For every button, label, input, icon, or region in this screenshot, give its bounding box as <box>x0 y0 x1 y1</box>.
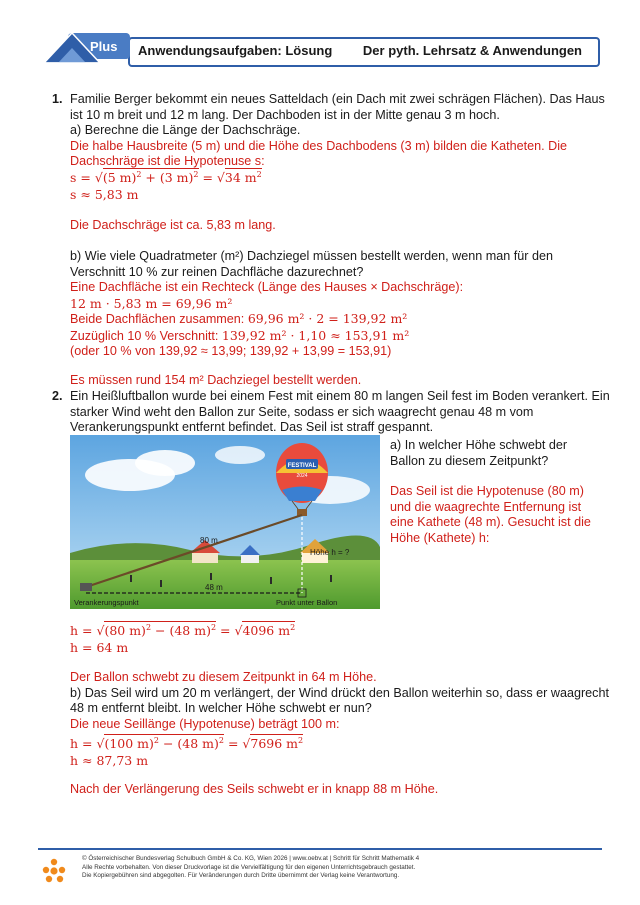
text-line: Familie Berger bekommt ein neues Satteldach (ein Dach mit zwei schrägen Flächen). Das Haus <box>70 92 605 106</box>
question-a: Ballon zu diesem Zeitpunkt? <box>390 453 549 468</box>
height-label: Höhe h = ? <box>310 548 350 557</box>
footer-line: Alle Rechte vorbehalten. Von dieser Druckvorlage ist die Vervielfältigung für den eigenen Unterrichtsgebrauch gestattet. <box>82 863 416 871</box>
question-a: a) In welcher Höhe schwebt der <box>390 438 568 452</box>
equation-h2-result: h ≈ 87,73 m <box>70 753 149 768</box>
answer-b: Nach der Verlängerung des Seils schwebt er in knapp 88 m Höhe. <box>70 782 439 796</box>
text-line: b) Das Seil wird um 20 m verlängert, der Wind drückt den Ballon weiterhin so, dass er waagrecht <box>70 685 609 700</box>
solution-line: Die neue Seillänge (Hypotenuse) beträgt 100 m: <box>70 716 340 731</box>
eq-part: h = <box>70 736 97 751</box>
point-label: Punkt unter Ballon <box>276 598 338 607</box>
task-1-text <box>70 92 605 170</box>
text-line: Ein Heißluftballon wurde bei einem Fest mit einem 80 m langen Seil fest im Boden verankert. Ein <box>70 389 610 403</box>
text-line: Verankerungspunkt entfernt befindet. Das Seil ist straff gespannt. <box>70 420 434 434</box>
eq-part: 34 m <box>224 170 257 185</box>
header-left-title: Anwendungsaufgaben: Lösung <box>138 43 333 58</box>
balloon-year: 2024 <box>296 473 308 479</box>
solution-line: Beide Dachflächen zusammen: <box>70 312 248 326</box>
solution-math: 139,92 m² · 1,10 ≈ 153,91 m² <box>221 327 410 343</box>
ground-label: 48 m <box>205 583 223 592</box>
eq-part: = <box>224 736 243 751</box>
balloon-illustration <box>70 435 380 609</box>
solution-line: Höhe (Kathete) h: <box>390 530 490 545</box>
equation-s: s = √(5 m)$^2$ + (3 m)$^2$ = √34 $m^2$ <box>70 170 262 185</box>
equation-s-result: s ≈ 5,83 m <box>70 187 139 202</box>
triangle-badge-icon <box>38 31 138 65</box>
question-a: a) Berechne die Länge der Dachschräge. <box>70 123 301 137</box>
equation-h-result: h = 64 m <box>70 640 129 655</box>
text-line: Verschnitt 10 % zur reinen Dachfläche dazurechnet? <box>70 264 364 279</box>
task-2a-side <box>390 438 600 546</box>
eq-part: 7696 m <box>250 736 299 751</box>
page-header <box>38 37 598 65</box>
solution-line: und die waagrechte Entfernung ist <box>390 499 582 514</box>
eq-part: − (48 m) <box>159 736 219 751</box>
task-2-intro <box>70 389 610 436</box>
footer <box>82 855 602 881</box>
solution-line: Eine Dachfläche ist ein Rechteck (Länge des Hauses × Dachschräge): <box>70 280 464 294</box>
eq-part: h = <box>70 623 97 638</box>
solution-line: Zuzüglich 10 % Verschnitt: <box>70 328 222 343</box>
solution-line: Dachschräge ist die Hypotenuse s: <box>70 154 265 168</box>
eq-part: + (3 m) <box>141 170 194 185</box>
solution-line: Die halbe Hausbreite (5 m) und die Höhe des Dachbodens (3 m) bilden die Katheten. Die <box>70 138 568 153</box>
answer-a: Die Dachschräge ist ca. 5,83 m lang. <box>70 218 276 232</box>
task-number: 1. <box>52 92 63 106</box>
equation-h2: h = √(100 m)$^2$ − (48 m)$^2$ = √7696 $m^2$ <box>70 736 304 751</box>
eq-part: = <box>198 170 217 185</box>
eq-part: = <box>216 623 235 638</box>
answer-a: Der Ballon schwebt zu diesem Zeitpunkt in 64 m Höhe. <box>70 670 377 684</box>
equation-h: h = √(80 m)$^2$ − (48 m)$^2$ = √4096 $m^2$ <box>70 623 296 638</box>
solution-math: 69,96 m² · 2 = 139,92 m² <box>247 311 408 326</box>
publisher-logo-icon <box>40 856 68 884</box>
solution-math: 12 m · 5,83 m = 69,96 m² <box>70 295 233 311</box>
eq-part: (5 m) <box>102 170 137 185</box>
balloon-text: FESTIVAL <box>287 463 317 469</box>
footer-divider <box>38 848 602 850</box>
eq-part: (80 m) <box>104 623 146 638</box>
badge-label: Plus <box>90 39 118 54</box>
text-line: ist 10 m breit und 12 m lang. Der Dachboden ist in der Mitte genau 3 m hoch. <box>70 107 500 122</box>
eq-part: s = <box>70 170 95 185</box>
solution-line: (oder 10 % von 139,92 ≈ 13,99; 139,92 + 13,99 = 153,91) <box>70 344 392 358</box>
task-2b <box>70 670 609 732</box>
rope-label: 80 m <box>200 536 218 545</box>
text-line: 48 m entfernt bleibt. In welcher Höhe schwebt er nun? <box>70 701 372 715</box>
text-line: b) Wie viele Quadratmeter (m²) Dachziegel müssen bestellt werden, wenn man für den <box>70 249 553 263</box>
answer-b: Es müssen rund 154 m² Dachziegel bestellt werden. <box>70 373 362 387</box>
header-right-title: Der pyth. Lehrsatz & Anwendungen <box>362 43 582 58</box>
footer-line: © Österreichischer Bundesverlag Schulbuch GmbH & Co. KG, Wien 2026 | www.oebv.at | Schritt für Schritt Mathematik 4 <box>82 855 420 862</box>
task-1b <box>70 249 553 360</box>
solution-line: Das Seil ist die Hypotenuse (80 m) <box>390 484 584 498</box>
eq-part: − (48 m) <box>151 623 211 638</box>
text-line: starker Wind weht den Ballon zur Seite, sodass er sich waagrecht genau 48 m vom <box>70 404 534 419</box>
anchor-label: Verankerungspunkt <box>74 598 139 607</box>
eq-part: 4096 m <box>242 623 291 638</box>
eq-part: (100 m) <box>104 736 154 751</box>
footer-line: Die Kopiergebühren sind abgegolten. Für Veränderungen durch Dritte übernimmt der Verlag keine Verantwortung. <box>82 872 400 880</box>
solution-line: eine Kathete (48 m). Gesucht ist die <box>390 515 591 529</box>
task-number: 2. <box>52 389 63 403</box>
